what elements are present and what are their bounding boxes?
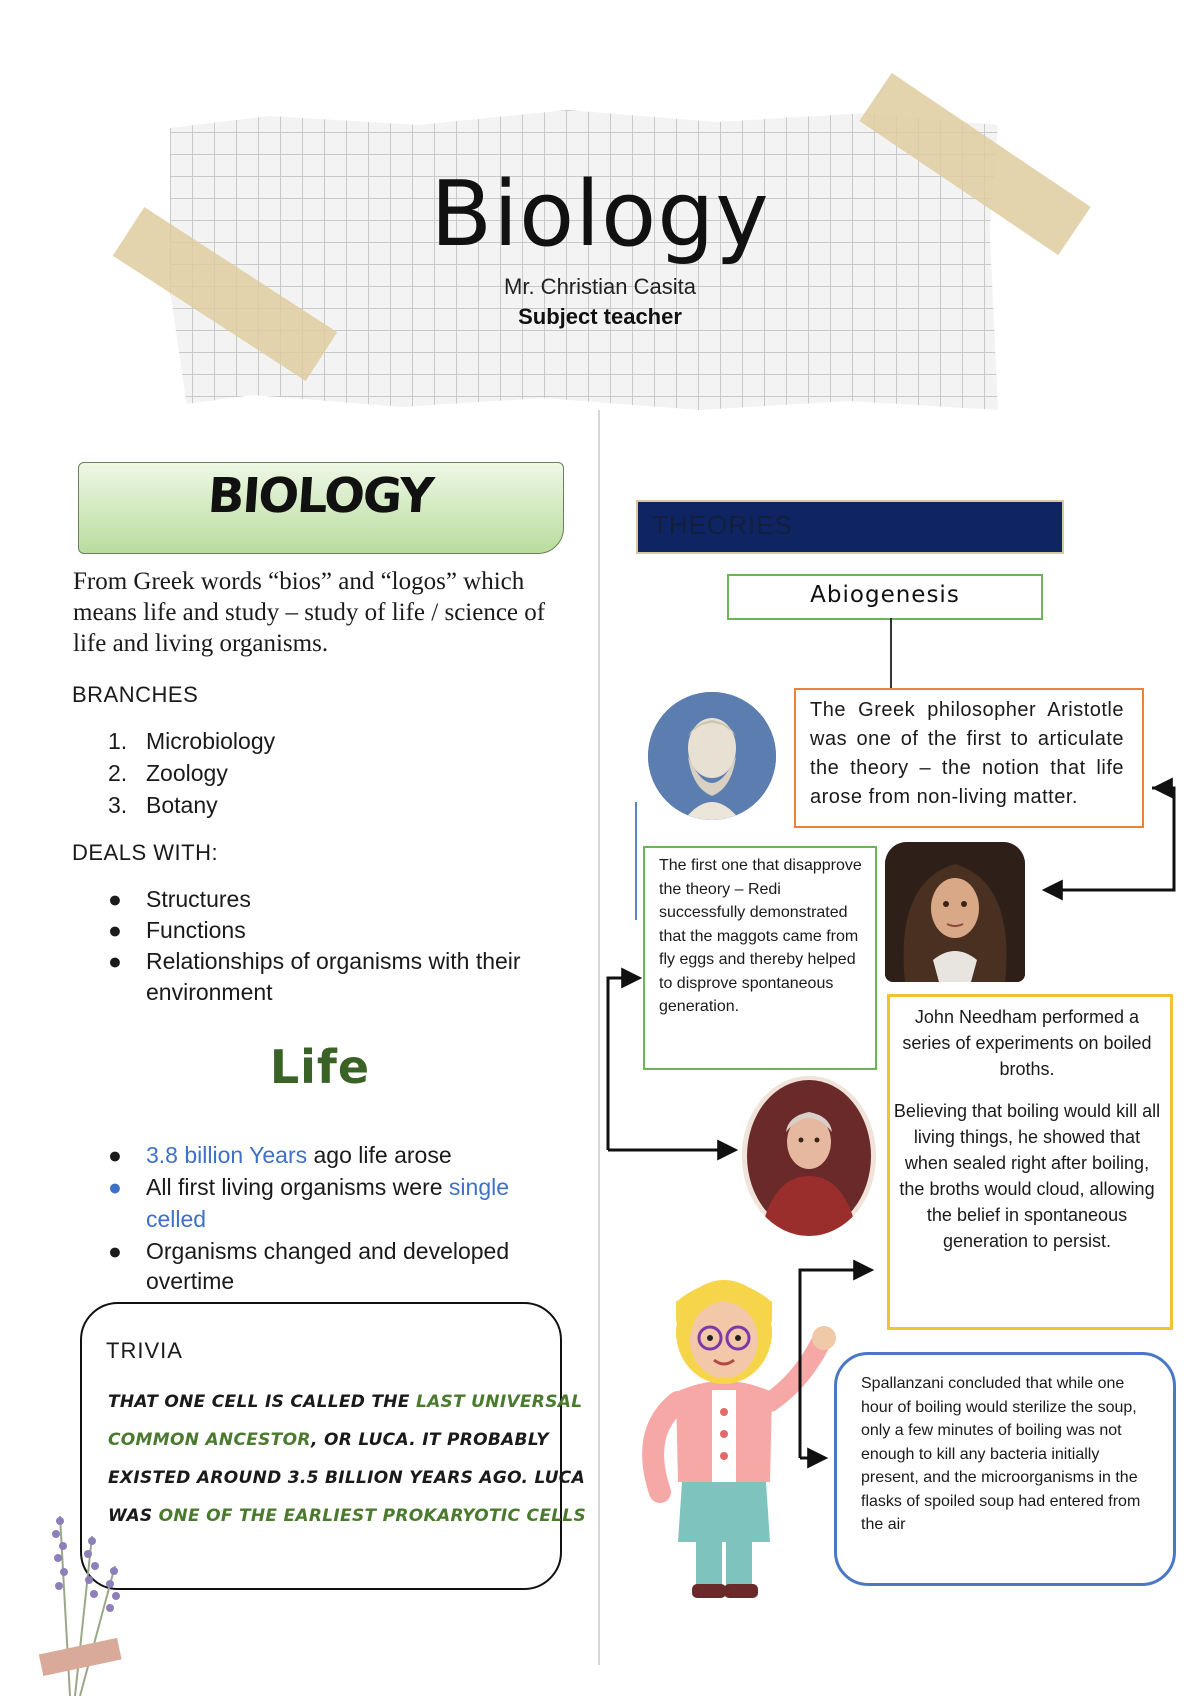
trivia-highlight: COMMON ANCESTOR	[108, 1430, 312, 1450]
theories-label: THEORIES	[652, 510, 793, 540]
list-item-text: Zoology	[146, 760, 228, 786]
trivia-text: , OR LUCA. IT PROBABLY	[311, 1430, 549, 1450]
list-item-text: Organisms changed and developed	[146, 1238, 510, 1264]
trivia-highlight: LAST UNIVERSAL	[415, 1392, 583, 1412]
list-item-text: overtime	[146, 1268, 235, 1294]
trivia-text: WAS	[108, 1506, 159, 1526]
biology-banner-label: BIOLOGY	[206, 468, 434, 524]
life-heading: Life	[269, 1040, 371, 1094]
trivia-highlight: ONE OF THE EARLIEST PROKARYOTIC CELLS	[158, 1506, 587, 1526]
deals-with-heading: DEALS WITH:	[72, 840, 219, 865]
highlight-text: 3.8 billion Years	[146, 1142, 308, 1168]
page-title: Biology	[430, 162, 770, 267]
bullet-icon: ●	[108, 1238, 122, 1264]
highlight-text: single	[448, 1174, 510, 1200]
abiogenesis-label: Abiogenesis	[810, 582, 960, 608]
bullet-icon: ●	[108, 948, 122, 974]
teacher-role: Subject teacher	[518, 304, 682, 329]
list-item-text: ago life arose	[307, 1142, 452, 1168]
needham-theory-text-2: Believing that boiling would kill all living things, he showed that when sealed right after boiling, the broths would cloud, allowing the belief in spontaneous generation to persist.	[893, 1101, 1161, 1251]
branches-heading: BRANCHES	[72, 682, 199, 707]
bullet-icon: ●	[108, 886, 122, 912]
trivia-text: THAT ONE CELL IS CALLED THE	[108, 1392, 416, 1412]
list-item-text: Functions	[146, 917, 246, 943]
list-number: 1.	[108, 728, 128, 754]
needham-theory-text: John Needham performed a series of experiments on boiled broths.	[902, 1007, 1152, 1079]
list-item-text: Microbiology	[146, 728, 276, 754]
bullet-icon: ●	[108, 1174, 122, 1200]
biology-definition: From Greek words “bios” and “logos” which means life and study – study of life / science of life and living organisms.	[73, 568, 546, 657]
list-item-text: environment	[146, 979, 273, 1005]
trivia-heading: TRIVIA	[106, 1338, 183, 1363]
redi-theory-text: The first one that disapprove the theory – Redi successfully demonstrated that the maggots came from fly eggs and thereby helped to disprove spontaneous generation.	[659, 857, 862, 1015]
spallanzani-theory-text: Spallanzani concluded that while one hour of boiling would sterilize the soup, only a few minutes of boiling was not enough to kill any bacteria initially present, and the microorganisms in the flasks of spoiled soup had entered from the air	[861, 1375, 1141, 1533]
bullet-icon: ●	[108, 1142, 122, 1168]
list-item-text: Structures	[146, 886, 251, 912]
bullet-icon: ●	[108, 917, 122, 943]
trivia-line: EXISTED AROUND 3.5 BILLION YEARS AGO. LUCA	[108, 1468, 586, 1488]
teacher-name: Mr. Christian Casita	[504, 274, 696, 299]
highlight-text: celled	[146, 1206, 207, 1232]
list-item-text: Relationships of organisms with their	[146, 948, 521, 974]
list-number: 2.	[108, 760, 128, 786]
list-number: 3.	[108, 792, 128, 818]
aristotle-theory-text: The Greek philosopher Aristotle was one of the first to articulate the theory – the notion that life arose from non-living matter.	[810, 699, 1124, 808]
list-item-text: All first living organisms were	[146, 1174, 449, 1200]
list-item-text: Botany	[146, 792, 218, 818]
